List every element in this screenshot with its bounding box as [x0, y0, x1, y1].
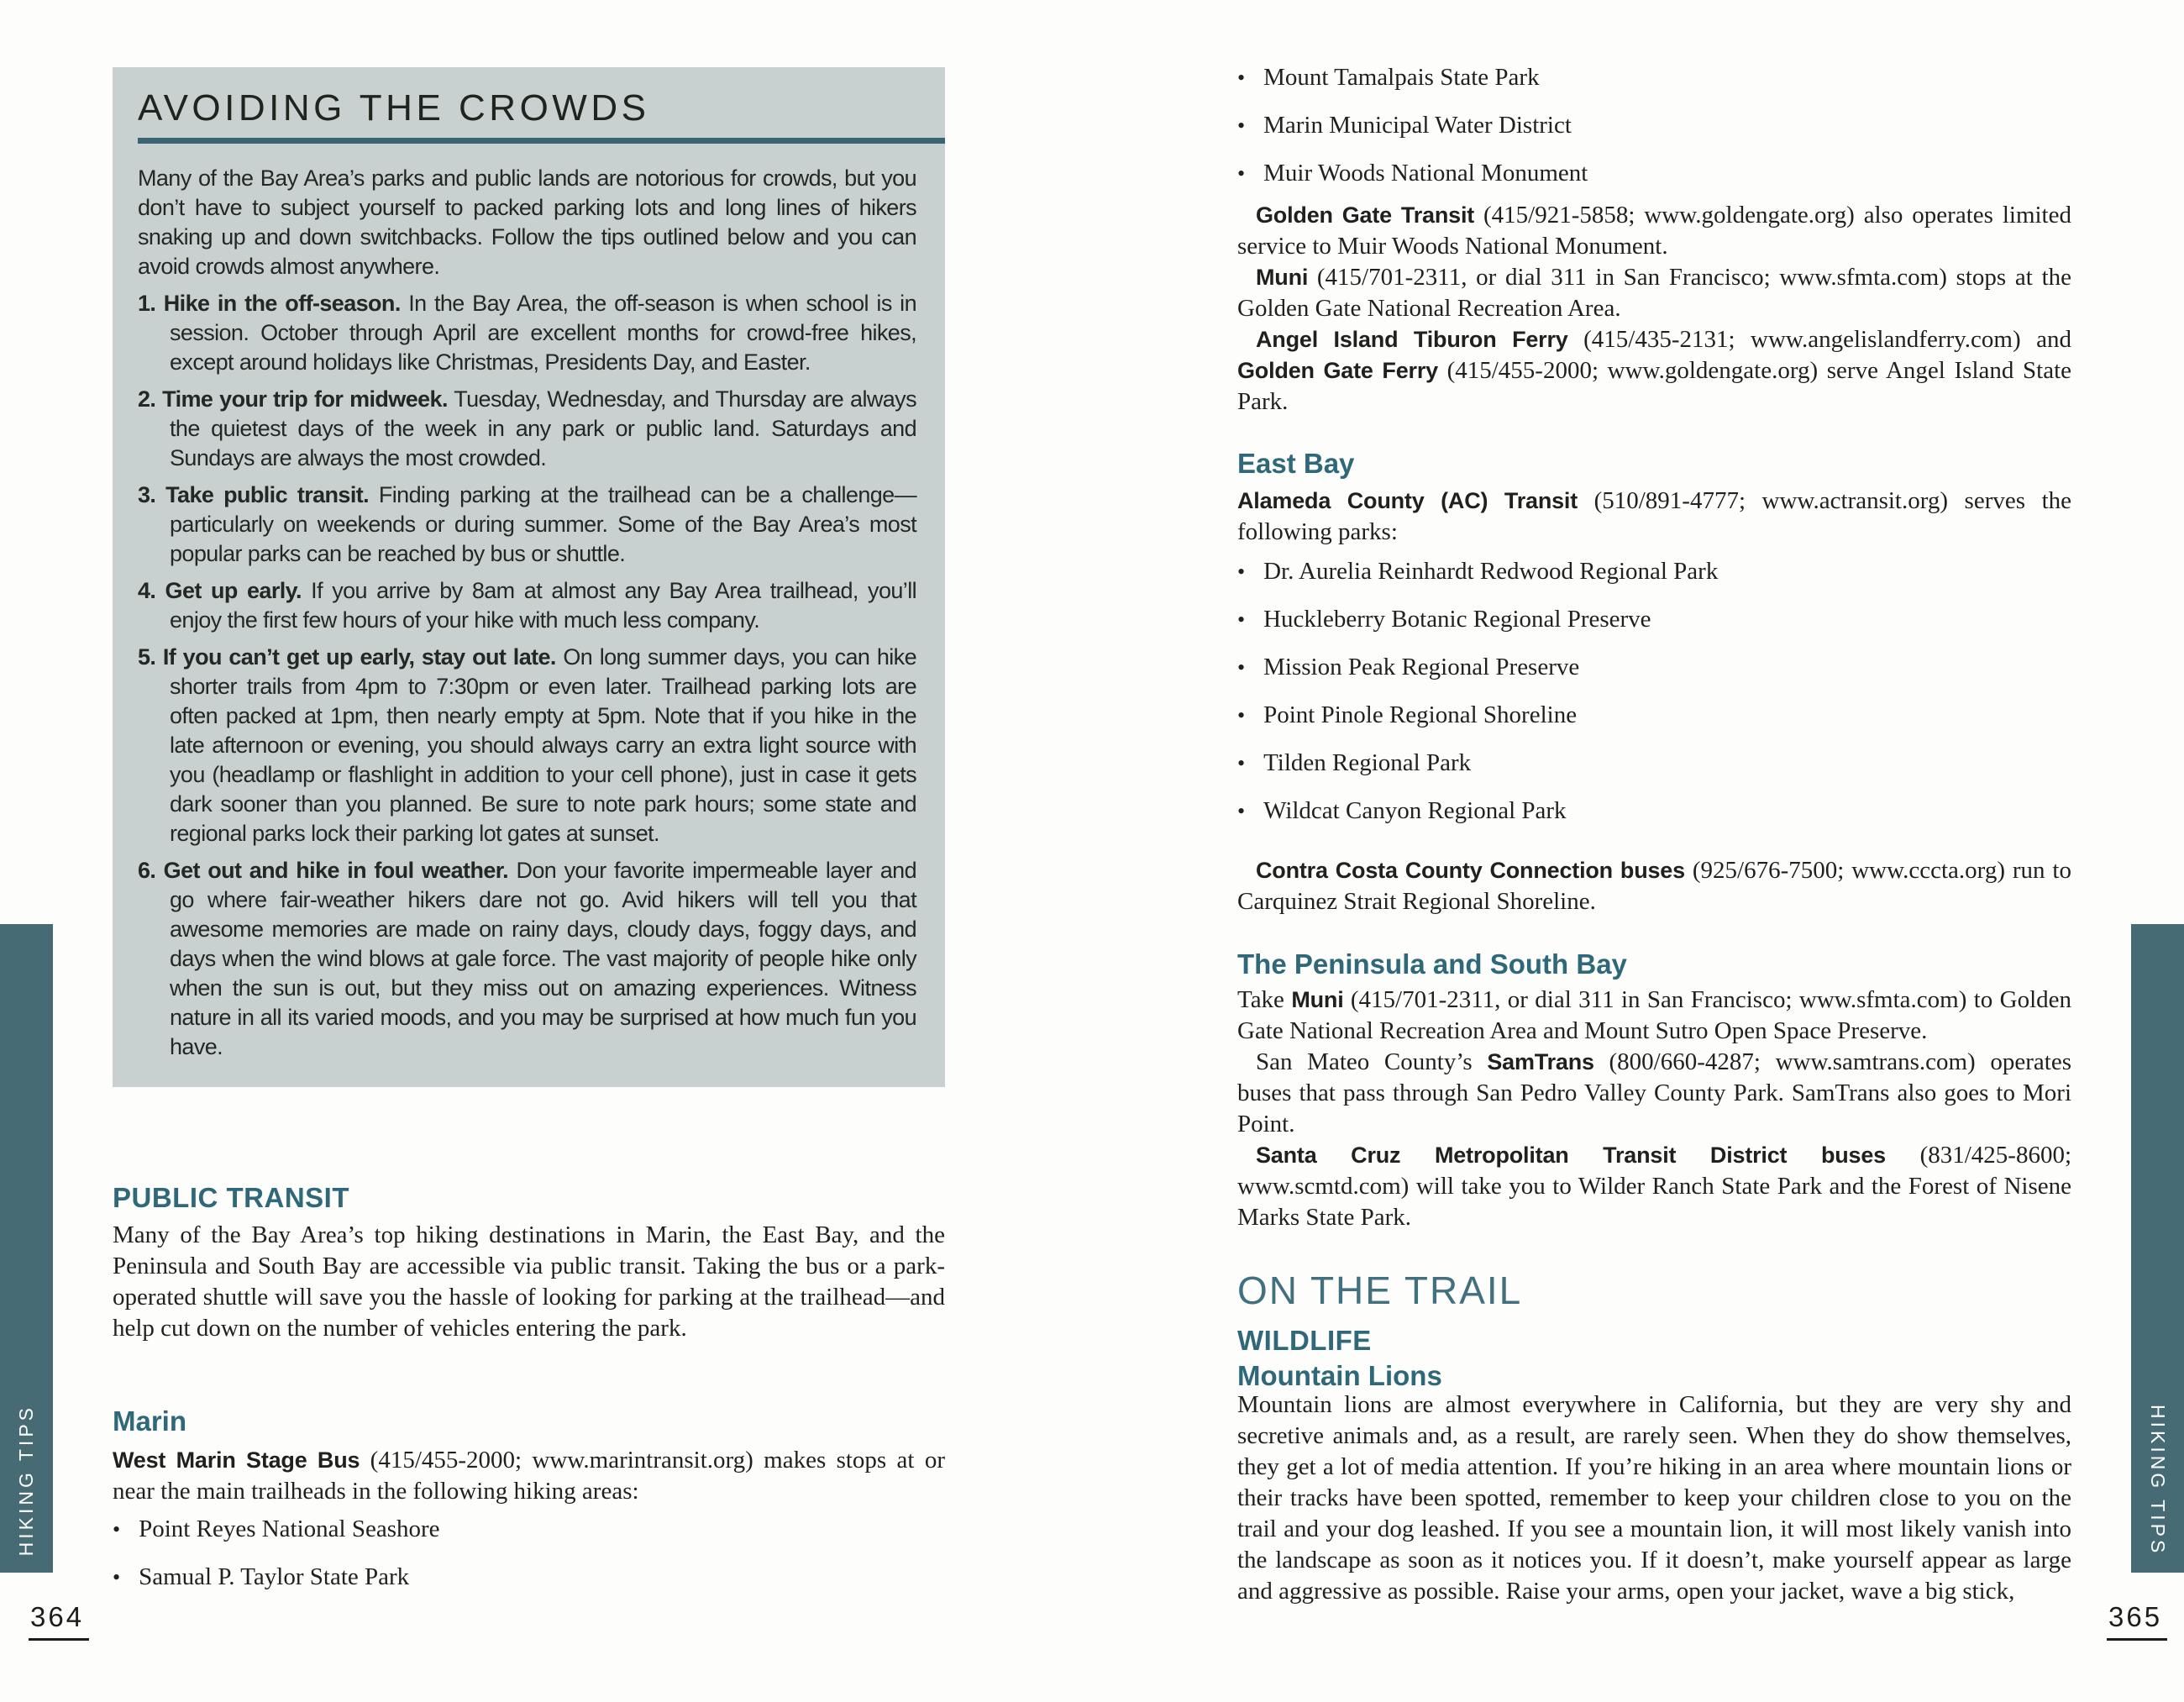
samtrans-bold: SamTrans	[1487, 1049, 1594, 1074]
mountain-lions-paragraph-section	[1237, 1389, 2071, 1607]
list-item	[1237, 110, 2071, 141]
samtrans-pre: San Mateo County’s	[1256, 1048, 1488, 1075]
tip-1-lead: 1. Hike in the off-season.	[138, 291, 401, 316]
park-huckleberry: Huckleberry Botanic Regional Preserve	[1263, 606, 1651, 633]
golden-gate-transit-bold: Golden Gate Transit	[1256, 202, 1475, 228]
bullet-icon: •	[1237, 113, 1246, 138]
public-transit-section	[113, 1181, 945, 1344]
tip-5-lead: 5. If you can’t get up early, stay out late.	[138, 644, 556, 670]
bullet-icon: •	[113, 1565, 121, 1589]
list-item	[1237, 700, 2071, 731]
contra-costa-bold: Contra Costa County Connection buses	[1256, 858, 1685, 883]
park-mission-peak: Mission Peak Regional Preserve	[1263, 654, 1580, 680]
bullet-icon: •	[1237, 559, 1246, 584]
marin-park-1: Point Reyes National Seashore	[139, 1516, 440, 1542]
on-the-trail-section	[1237, 1267, 2071, 1314]
park-point-pinole: Point Pinole Regional Shoreline	[1263, 701, 1578, 728]
marin-transit-paragraphs	[1237, 200, 2071, 418]
bullet-icon: •	[1237, 703, 1246, 728]
alameda-transit-bold: Alameda County (AC) Transit	[1237, 488, 1578, 513]
tip-item-1	[138, 289, 916, 377]
peninsula-heading: The Peninsula and South Bay	[1237, 948, 1627, 980]
contra-costa-rest: (925/676-7500; www.cccta.org) run to Carquinez Strait Regional Shoreline.	[1237, 857, 2071, 915]
parks-list	[1237, 556, 2071, 827]
marin-section	[113, 1405, 945, 1610]
tip-6-lead: 6. Get out and hike in foul weather.	[138, 858, 509, 883]
tip-item-4	[138, 576, 916, 635]
park-redwood-regional: Dr. Aurelia Reinhardt Redwood Regional Park	[1263, 558, 1719, 585]
bullet-icon: •	[1237, 655, 1246, 680]
page-number-left: 364	[29, 1601, 89, 1641]
park-tilden: Tilden Regional Park	[1263, 749, 1472, 776]
list-item	[1237, 652, 2071, 683]
angel-island-paragraph	[1237, 324, 2071, 418]
tip-5-text: On long summer days, you can hike shorter trails from 4pm to 7:30pm or even later. Trailhead parking lots are often packed at 1pm, then nearly empty at 5pm. Note that if you hike in the late afternoon or evening, you should always carry an extra light source with you (headlamp or flashlight in addition to your cell phone), just in case it gets dark sooner than you planned. Be sure to note park hours; some state and regional parks lock their parking lot gates at sunset.	[170, 644, 916, 846]
marin-parks-continued-list	[1237, 62, 2071, 206]
mountain-lions-heading-section	[1237, 1359, 2071, 1393]
bullet-icon: •	[1237, 607, 1246, 632]
hiking-tips-tab-left	[0, 924, 53, 1573]
on-the-trail-heading: ON THE TRAIL	[1237, 1269, 1523, 1312]
east-bay-heading: East Bay	[1237, 448, 1355, 479]
page-number-right: 365	[2107, 1601, 2167, 1641]
bullet-icon: •	[1237, 66, 1246, 90]
tip-4-text: If you arrive by 8am at almost any Bay Area trailhead, you’ll enjoy the first few hours of your hike with much less company.	[170, 578, 916, 633]
alameda-transit-rest: (510/891-4777; www.actransit.org) serves the following parks:	[1237, 487, 2071, 545]
tip-3-lead: 3. Take public transit.	[138, 482, 370, 507]
west-marin-bold: West Marin Stage Bus	[113, 1447, 360, 1473]
contra-costa-paragraph	[1237, 855, 2071, 917]
golden-gate-ferry-bold: Golden Gate Ferry	[1237, 358, 1438, 383]
east-bay-section	[1237, 447, 2071, 548]
peninsula-south-bay-section	[1237, 948, 2071, 1233]
tip-1-text: In the Bay Area, the off-season is when school is in session. October through April are excellent months for crowd-free hikes, except around holidays like Christmas, Presidents Day, and Easter.	[170, 291, 916, 375]
tip-3-text: Finding parking at the trailhead can be a challenge—particularly on weekends or during summer. Some of the Bay Area’s most popular parks can be reached by bus or shuttle.	[170, 482, 917, 566]
tip-item-6	[138, 856, 916, 1062]
list-item	[1237, 748, 2071, 779]
tip-2-text: Tuesday, Wednesday, and Thursday are always the quietest days of the week in any park or public land. Saturdays and Sundays are always the most crowded.	[170, 386, 916, 470]
public-transit-heading: PUBLIC TRANSIT	[113, 1182, 349, 1213]
take-muni-pre: Take	[1237, 986, 1292, 1013]
wildlife-heading: WILDLIFE	[1237, 1325, 1372, 1356]
golden-gate-transit-rest: (415/921-5858; www.goldengate.org) also operates limited service to Muir Woods National Monument.	[1237, 202, 2071, 260]
contra-costa-paragraph-section	[1237, 855, 2071, 917]
list-item	[1237, 796, 2071, 827]
west-marin-rest: (415/455-2000; www.marintransit.org) makes stops at or near the main trailheads in the following hiking areas:	[113, 1447, 945, 1505]
parks-list	[1237, 62, 2071, 189]
bullet-icon: •	[113, 1517, 121, 1542]
box-title-rule	[138, 138, 945, 144]
box-intro-paragraph: Many of the Bay Area’s parks and public lands are notorious for crowds, but you don’t have to subject yourself to packed parking lots and long lines of hikers snaking up and down switchbacks. Follow the tips outlined below and you can avoid crowds almost anywhere.	[138, 165, 916, 279]
park-muir-woods: Muir Woods National Monument	[1263, 160, 1588, 186]
list-item	[1237, 62, 2071, 93]
east-bay-parks-list	[1237, 556, 2071, 843]
tip-item-5	[138, 643, 916, 848]
tip-item-2	[138, 385, 916, 473]
santa-cruz-rest: (831/425-8600; www.scmtd.com) will take you to Wilder Ranch State Park and the Forest of Nisene Marks State Park.	[1237, 1142, 2071, 1231]
tip-6-text: Don your favorite impermeable layer and go where fair-weather hikers dare not go. Avid hikers will tell you that awesome memories are made on rainy days, cloudy days, foggy days, and days when the wind blows at gale force. The vast majority of people hike only when the sun is out, but they miss out on amazing experiences. Witness nature in all its varied moods, and you may be surprised at how much fun you have.	[170, 858, 917, 1059]
take-muni-bold: Muni	[1291, 987, 1344, 1012]
mountain-lions-heading: Mountain Lions	[1237, 1360, 1442, 1391]
samtrans-rest: (800/660-4287; www.samtrans.com) operates buses that pass through San Pedro Valley County Park. SamTrans also goes to Mori Point.	[1237, 1048, 2071, 1137]
angel-island-ferry-bold: Angel Island Tiburon Ferry	[1256, 327, 1568, 352]
angel-island-rest: (415/455-2000; www.goldengate.org) serve Angel Island State Park.	[1237, 357, 2071, 415]
wildlife-section	[1237, 1324, 2071, 1358]
bullet-icon: •	[1237, 751, 1246, 775]
park-mount-tamalpais: Mount Tamalpais State Park	[1263, 64, 1540, 91]
box-title: AVOIDING THE CROWDS	[138, 87, 650, 129]
list-item	[113, 1562, 945, 1593]
public-transit-paragraph: Many of the Bay Area’s top hiking destinations in Marin, the East Bay, and the Peninsula and South Bay are accessible via public transit. Taking the bus or a park-operated shuttle will save you the hassle of looking for parking at the trailhead—and help cut down on the number of vehicles entering the park.	[113, 1221, 945, 1342]
tip-4-lead: 4. Get up early.	[138, 578, 302, 603]
santa-cruz-bold: Santa Cruz Metropolitan Transit District buses	[1256, 1143, 1886, 1168]
mountain-lions-paragraph: Mountain lions are almost everywhere in California, but they are very shy and secretive animals and, as a result, are rarely seen. When they do show themselves, they get a lot of media attention. If you’re hiking in an area where mountain lions or their tracks have been spotted, remember to keep your children close to you on the trail and your dog leashed. If you see a mountain lion, it will most likely vanish into the landscape as soon as it notices you. If it doesn’t, make yourself appear as large and aggressive as possible. Raise your arms, open your jacket, wave a big stick,	[1237, 1391, 2071, 1605]
santa-cruz-paragraph	[1237, 1140, 2071, 1233]
west-marin-paragraph	[113, 1445, 945, 1507]
list-item	[113, 1514, 945, 1545]
crowd-tips-list	[138, 289, 916, 1062]
park-wildcat-canyon: Wildcat Canyon Regional Park	[1263, 797, 1567, 824]
marin-parks-list	[113, 1514, 945, 1593]
alameda-transit-paragraph	[1237, 486, 2071, 548]
list-item	[1237, 604, 2071, 635]
golden-gate-transit-paragraph	[1237, 200, 2071, 262]
hiking-tips-tab-left-label: HIKING TIPS	[15, 1404, 37, 1556]
hiking-tips-tab-right-label: HIKING TIPS	[2147, 1404, 2169, 1556]
bullet-icon: •	[1237, 799, 1246, 823]
muni-rest: (415/701-2311, or dial 311 in San Francisco; www.sfmta.com) stops at the Golden Gate National Recreation Area.	[1237, 264, 2071, 322]
muni-bold: Muni	[1256, 265, 1309, 290]
list-item	[1237, 158, 2071, 189]
list-item	[1237, 556, 2071, 587]
tip-2-lead: 2. Time your trip for midweek.	[138, 386, 448, 412]
angel-island-mid: (415/435-2131; www.angelislandferry.com) and	[1567, 326, 2071, 353]
bullet-icon: •	[1237, 161, 1246, 186]
samtrans-paragraph	[1237, 1047, 2071, 1140]
park-marin-water-district: Marin Municipal Water District	[1263, 112, 1572, 139]
muni-paragraph	[1237, 262, 2071, 324]
marin-park-2: Samual P. Taylor State Park	[139, 1563, 410, 1590]
marin-heading: Marin	[113, 1405, 187, 1437]
hiking-tips-tab-right	[2131, 924, 2184, 1573]
take-muni-paragraph	[1237, 985, 2071, 1047]
take-muni-rest: (415/701-2311, or dial 311 in San Francisco; www.sfmta.com) to Golden Gate National Recreation Area and Mount Sutro Open Space Preserve.	[1237, 986, 2072, 1044]
tip-item-3	[138, 481, 916, 569]
avoiding-the-crowds-box	[113, 67, 945, 1087]
